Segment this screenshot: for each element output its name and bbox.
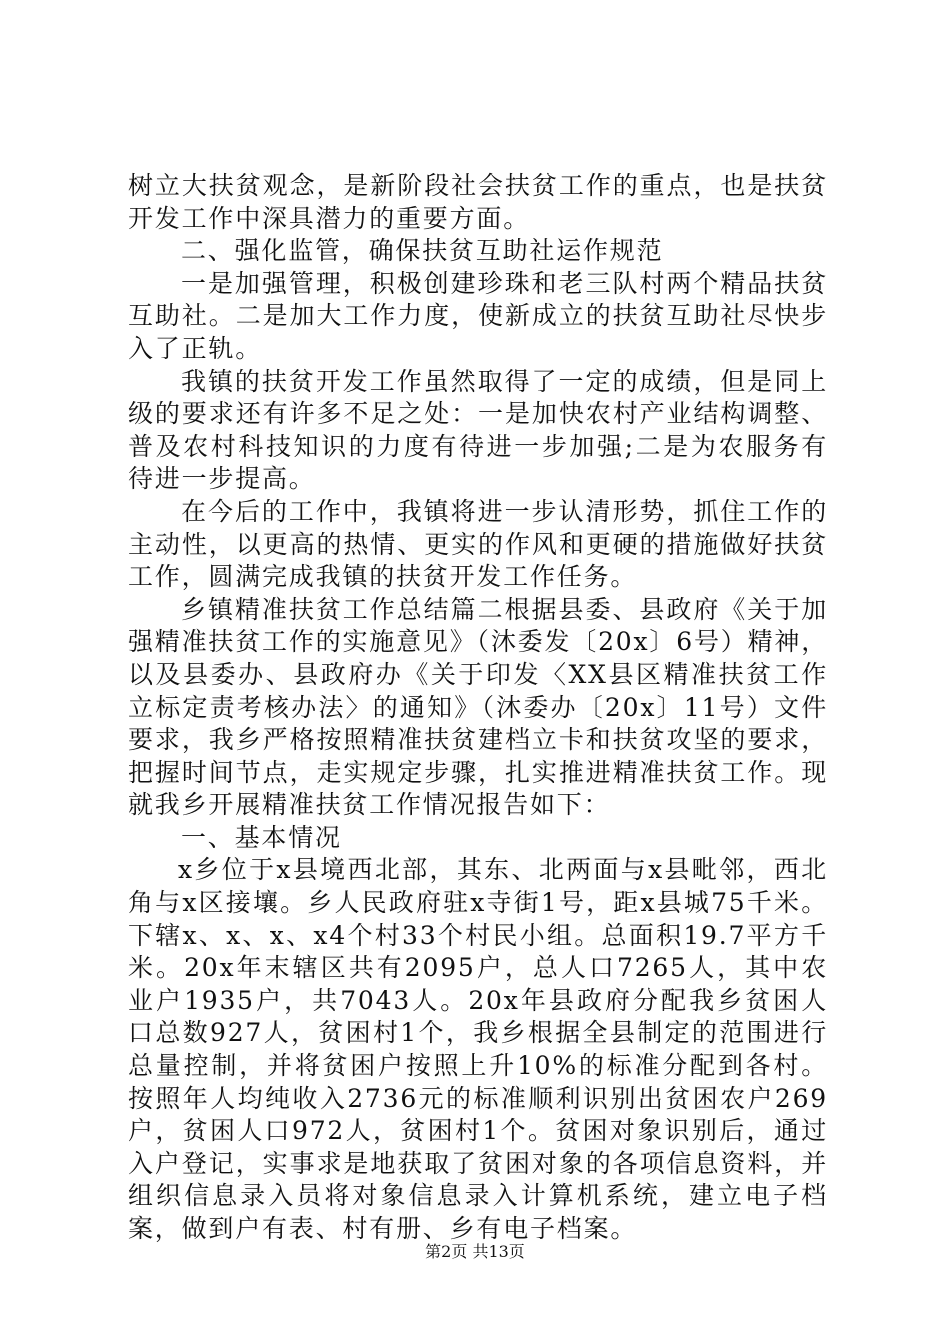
document-body [128, 170, 828, 1246]
section-heading: 二、强化监管，确保扶贫互助社运作规范 [181, 236, 664, 266]
paragraph: 乡镇精准扶贫工作总结篇二根据县委、县政府《关于加强精准扶贫工作的实施意见》（沐委发〔20x〕6号）精神，以及县委办、县政府办《关于印发〈XX县区精准扶贫工作立标定责考核办法〉的通知》（沐委办〔20x〕11号）文件要求，我乡严格按照精准扶贫建档立卡和扶贫攻坚的要求，把握时间节点，走实规定步骤，扎实推进精准扶贫工作。现就我乡开展精准扶贫工作情况报告如下： [128, 594, 828, 820]
paragraph: 一是加强管理，积极创建珍珠和老三队村两个精品扶贫互助社。二是加大工作力度，使新成立的扶贫互助社尽快步入了正轨。 [128, 268, 828, 363]
paragraph-continuation: 树立大扶贫观念，是新阶段社会扶贫工作的重点，也是扶贫开发工作中深具潜力的重要方面。 [128, 171, 828, 233]
page-number-footer: 第2页 共13页 [425, 1242, 525, 1261]
paragraph: x乡位于x县境西北部，其东、北两面与x县毗邻，西北角与x区接壤。乡人民政府驻x寺街1号，距x县城75千米。下辖x、x、x、x4个村33个村民小组。总面积19.7平方千米。20x年末辖区共有2095户，总人口7265人，其中农业户1935户，共7043人。20x年县政府分配我乡贫困人口总数927人，贫困村1个，我乡根据全县制定的范围进行总量控制，并将贫困户按照上升10%的标准分配到各村。按照年人均纯收入2736元的标准顺利识别出贫困农户269户，贫困人口972人，贫困村1个。贫困对象识别后，通过入户登记，实事求是地获取了贫困对象的各项信息资料，并组织信息录入员将对象信息录入计算机系统，建立电子档案，做到户有表、村有册、乡有电子档案。 [128, 855, 828, 1243]
section-heading: 一、基本情况 [181, 822, 342, 852]
paragraph: 我镇的扶贫开发工作虽然取得了一定的成绩，但是同上级的要求还有许多不足之处：一是加快农村产业结构调整、普及农村科技知识的力度有待进一步加强;二是为农服务有待进一步提高。 [128, 366, 828, 494]
paragraph: 在今后的工作中，我镇将进一步认清形势，抓住工作的主动性，以更高的热情、更实的作风和更硬的措施做好扶贫工作，圆满完成我镇的扶贫开发工作任务。 [128, 496, 828, 592]
